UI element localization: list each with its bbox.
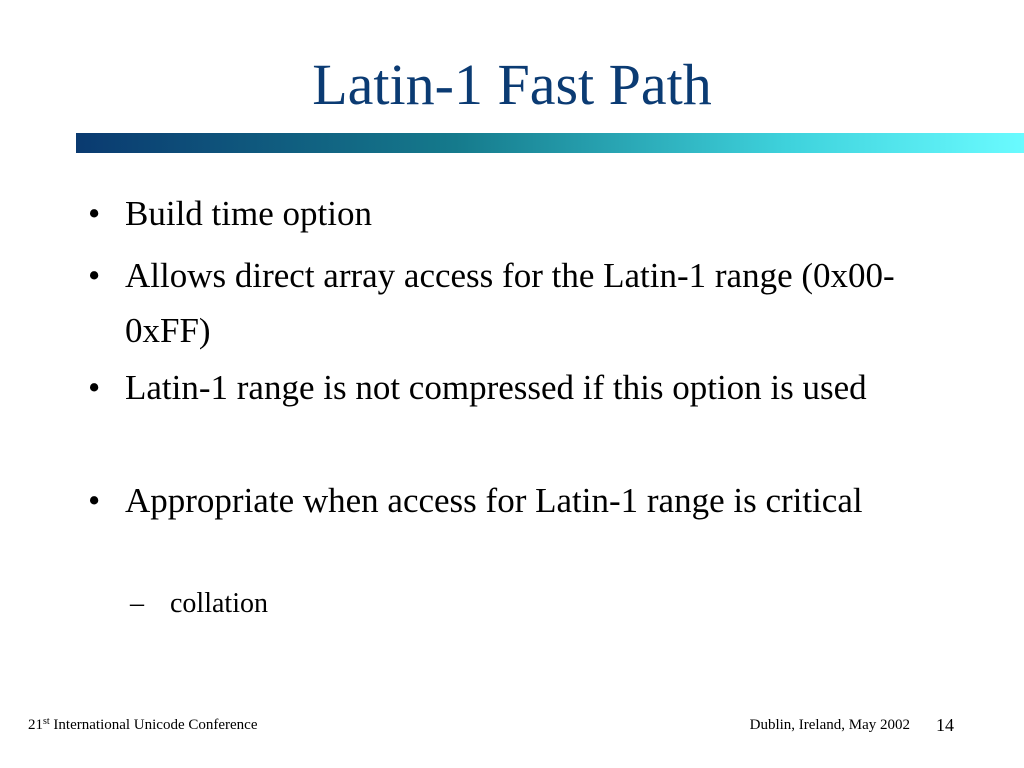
footer-conference-name: International Unicode Conference (49, 717, 258, 733)
footer-location-date: Dublin, Ireland, May 2002 (749, 717, 910, 733)
footer-conference (28, 715, 258, 735)
sub-bullet-text: collation (170, 588, 268, 619)
bullet-marker: • (88, 481, 101, 520)
bullet-marker: • (88, 256, 101, 295)
slide-title: Latin-1 Fast Path (312, 52, 712, 117)
page-number: 14 (936, 715, 954, 735)
bullet-marker: • (88, 368, 101, 407)
sub-bullet-item (130, 584, 830, 624)
sub-bullet-marker: – (130, 588, 144, 619)
bullet-item (88, 186, 928, 241)
footer-ordinal-number: 21 (28, 717, 43, 733)
bullet-marker: • (88, 194, 101, 233)
bullet-text: Build time option (125, 194, 372, 233)
footer-ordinal-suffix: st (43, 716, 50, 727)
bullet-item (88, 473, 928, 583)
bullet-item (88, 248, 928, 358)
bullet-text: Allows direct array access for the Latin-1 range (0x00-0xFF) (125, 256, 895, 350)
bullet-text: Appropriate when access for Latin-1 range is critical (125, 481, 863, 520)
bullet-item (88, 360, 928, 470)
bullet-text: Latin-1 range is not compressed if this option is used (125, 368, 867, 407)
